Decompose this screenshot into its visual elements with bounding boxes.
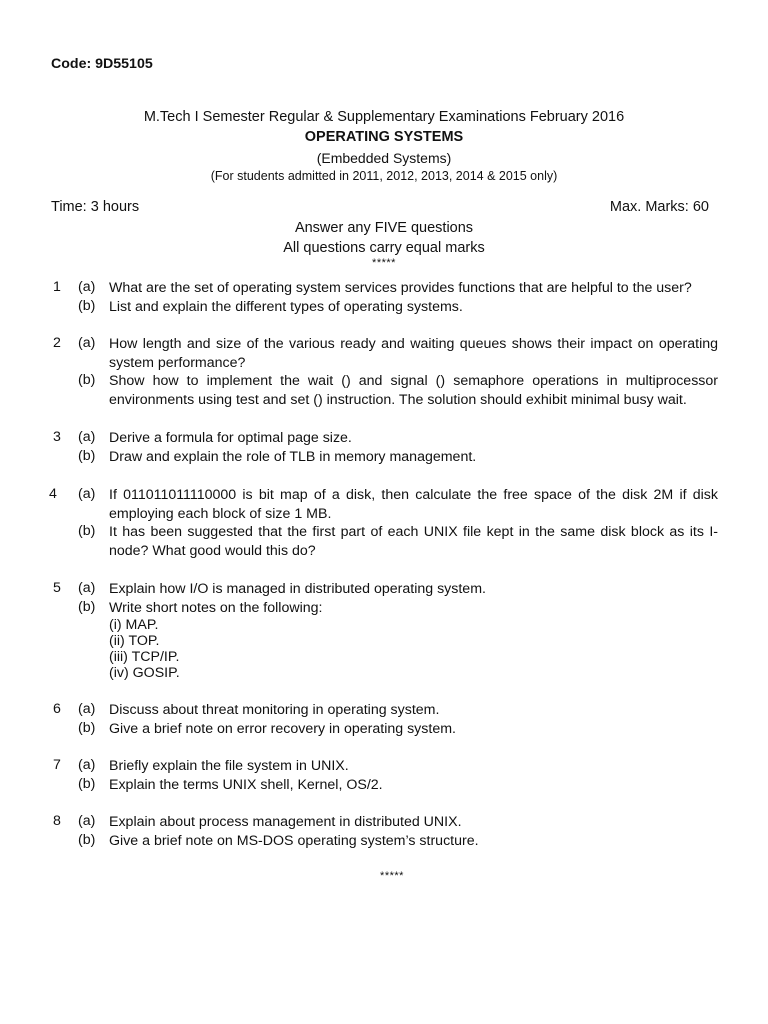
part-label: (b) <box>78 372 96 388</box>
question-part <box>0 298 768 317</box>
part-text: Discuss about threat monitoring in operating system. <box>109 702 440 718</box>
subject-title: OPERATING SYSTEMS <box>304 129 464 145</box>
instruction-answer-five: Answer any FIVE questions <box>294 220 474 236</box>
part-text: Show how to implement the wait () and signal () semaphore operations in multiprocessor environments using test and set () instruction. The solution should exhibit minimal busy wait. <box>109 373 718 408</box>
paper-code: Code: 9D55105 <box>51 56 153 72</box>
part-label: (b) <box>78 447 96 464</box>
question-number: 8 <box>53 813 61 829</box>
part-text: What are the set of operating system services provides functions that are helpful to the user? <box>109 280 692 296</box>
part-label: (a) <box>78 580 96 596</box>
question-part <box>0 757 768 776</box>
admission-note: (For students admitted in 2011, 2012, 2013, 2014 & 2015 only) <box>210 169 558 183</box>
question-7 <box>0 757 768 794</box>
part-text: Briefly explain the file system in UNIX. <box>109 758 349 774</box>
time-allowed: Time: 3 hours <box>51 199 140 215</box>
part-text: Explain the terms UNIX shell, Kernel, OS/2. <box>109 776 383 793</box>
part-label: (b) <box>78 297 96 314</box>
part-text: It has been suggested that the first part of each UNIX file kept in the same disk block as its I-node? What good would this do? <box>109 524 718 559</box>
question-6 <box>0 701 768 738</box>
part-label: (a) <box>78 813 96 829</box>
question-number: 2 <box>53 335 61 351</box>
part-label: (b) <box>78 719 96 736</box>
part-text: Write short notes on the following: <box>109 599 323 616</box>
exam-title: M.Tech I Semester Regular & Supplementary Examinations February 2016 <box>143 109 625 125</box>
part-text: List and explain the different types of operating systems. <box>109 298 463 315</box>
question-part <box>0 701 768 720</box>
question-part <box>0 335 768 372</box>
part-label: (a) <box>78 335 96 351</box>
question-part <box>0 372 768 409</box>
part-text: If 011011011110000 is bit map of a disk, then calculate the free space of the disk 2M if disk employing each block of size 1 MB. <box>109 487 718 522</box>
header-stars-divider: ***** <box>372 257 396 269</box>
question-part <box>0 720 768 739</box>
sub-item: (iv) GOSIP. <box>109 665 180 681</box>
part-label: (b) <box>78 598 96 615</box>
part-text: How length and size of the various ready and waiting queues shows their impact on operating system performance? <box>109 336 718 371</box>
question-number: 6 <box>53 701 61 717</box>
part-label: (b) <box>78 775 96 792</box>
sub-item: (iii) TCP/IP. <box>109 649 180 665</box>
max-marks: Max. Marks: 60 <box>609 199 709 215</box>
part-label: (a) <box>78 279 96 295</box>
question-part <box>0 448 768 467</box>
sub-item: (ii) TOP. <box>109 633 160 649</box>
question-8 <box>0 813 768 850</box>
question-number: 5 <box>53 580 61 596</box>
part-label: (a) <box>78 701 96 717</box>
part-label: (b) <box>78 831 96 848</box>
sub-item: (i) MAP. <box>109 617 159 633</box>
footer-stars-divider: ***** <box>380 870 404 882</box>
question-3 <box>0 429 768 466</box>
part-text: Explain about process management in distributed UNIX. <box>109 814 462 830</box>
part-label: (b) <box>78 523 96 539</box>
part-label: (a) <box>78 429 96 445</box>
question-number: 3 <box>53 429 61 445</box>
part-text: Explain how I/O is managed in distributed operating system. <box>109 581 486 597</box>
question-part <box>0 580 768 599</box>
question-number: 7 <box>53 757 61 773</box>
part-label: (a) <box>78 757 96 773</box>
part-text: Give a brief note on MS-DOS operating system’s structure. <box>109 832 479 849</box>
part-label: (a) <box>78 486 96 502</box>
sub-item-list <box>109 617 768 681</box>
question-part <box>0 832 768 851</box>
part-text: Give a brief note on error recovery in operating system. <box>109 720 456 737</box>
question-part <box>0 486 768 523</box>
question-number: 1 <box>53 279 61 295</box>
question-2 <box>0 335 768 409</box>
question-part <box>0 523 768 560</box>
part-text: Derive a formula for optimal page size. <box>109 430 352 446</box>
part-text: Draw and explain the role of TLB in memory management. <box>109 448 477 465</box>
question-4 <box>0 486 768 560</box>
question-part <box>0 599 768 682</box>
question-part <box>0 776 768 795</box>
instruction-equal-marks: All questions carry equal marks <box>283 240 485 256</box>
question-1 <box>0 279 768 316</box>
question-part <box>0 279 768 298</box>
question-part <box>0 429 768 448</box>
branch-name: (Embedded Systems) <box>316 150 452 166</box>
question-number: 4 <box>49 486 57 502</box>
question-5 <box>0 580 768 681</box>
question-part <box>0 813 768 832</box>
